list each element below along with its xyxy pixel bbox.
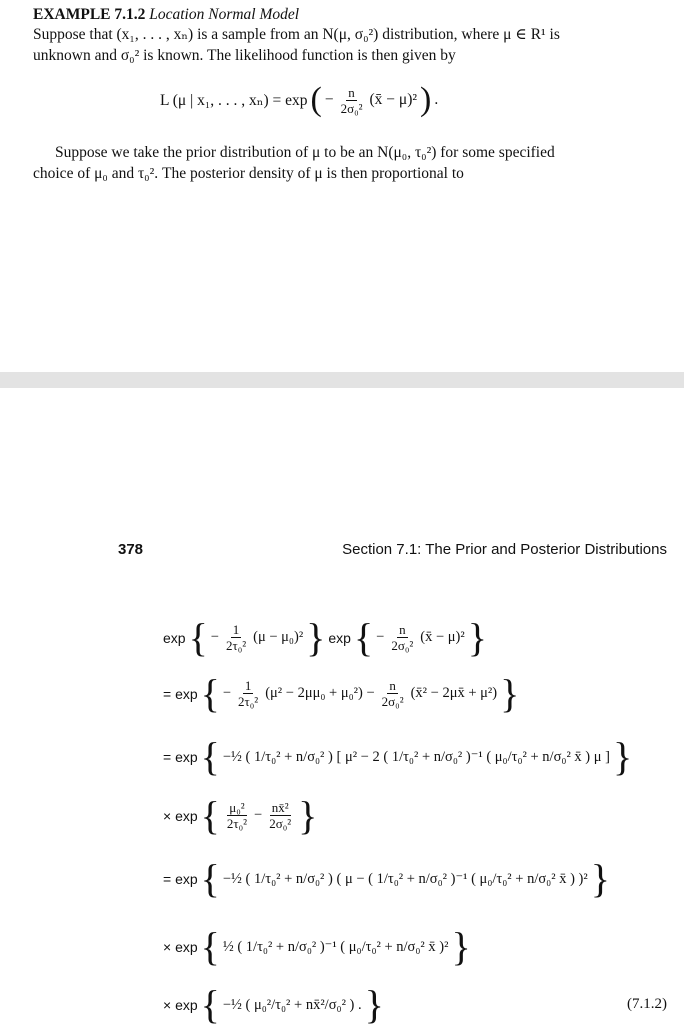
fraction: $\frac{1}{\text{2τ₀²}}$ xyxy=(225,622,247,653)
term: −½ ( 1/τ₀² + n/σ₀² ) ( μ − ( 1/τ₀² + n/σ₀² )⁻¹ ( μ₀/τ₀² + n/σ₀² x̄ ) )² xyxy=(222,870,588,887)
term: −½ ( μ₀²/τ₀² + nx̄²/σ₀² ) . xyxy=(222,996,362,1013)
para2-line1: Suppose we take the prior distribution of μ to be an N(μ₀, τ₀²) for some specified xyxy=(55,144,555,161)
example-text-line2: unknown and σ₀² is known. The likelihood function is then given by xyxy=(33,47,456,64)
term: −½ ( 1/τ₀² + n/σ₀² ) [ μ² − 2 ( 1/τ₀² + n/σ₀² )⁻¹ ( μ₀/τ₀² + n/σ₀² x̄ ) μ ] xyxy=(222,748,610,765)
likelihood-fraction xyxy=(339,85,365,116)
fraction: $\frac{\text{nx̄²}}{\text{2σ₀²}}$ xyxy=(269,800,292,831)
term: (μ − μ₀)² xyxy=(253,629,304,645)
equation-line-2: = exp { − $\frac{1}{\text{2τ₀²}}$ (μ² − 2μμ₀ + μ₀²) − $\frac{n}{\text{2σ₀²}}$ (x̄² − 2μx̄ + μ²) } xyxy=(163,670,520,716)
exp-label: exp xyxy=(328,629,351,646)
operator: = exp xyxy=(163,749,198,765)
para2-line2: choice of μ₀ and τ₀². The posterior density of μ is then proportional to xyxy=(33,165,464,182)
fraction: $\frac{n}{\text{2σ₀²}}$ xyxy=(391,622,414,653)
likelihood-den: 2σ₀² xyxy=(340,100,363,116)
example-heading xyxy=(33,4,633,25)
likelihood-num: n xyxy=(348,84,355,100)
exp-label: exp xyxy=(163,629,186,646)
equation-line-5: = exp { −½ ( 1/τ₀² + n/σ₀² ) ( μ − ( 1/τ₀² + n/σ₀² )⁻¹ ( μ₀/τ₀² + n/σ₀² x̄ ) )² } xyxy=(163,856,610,901)
operator: = exp xyxy=(163,871,198,887)
likelihood-lhs: L (μ | x₁, . . . , xₙ) = exp xyxy=(160,91,308,109)
equation-line-3: = exp { −½ ( 1/τ₀² + n/σ₀² ) [ μ² − 2 ( 1/τ₀² + n/σ₀² )⁻¹ ( μ₀/τ₀² + n/σ₀² x̄ ) μ ] } xyxy=(163,734,633,779)
equation-line-4: × exp { $\frac{\text{μ₀²}}{\text{2τ₀²}}$ − $\frac{\text{nx̄²}}{\text{2σ₀²}}$ } xyxy=(163,792,318,838)
likelihood-tail: (x̄ − μ)² xyxy=(369,91,418,108)
fraction: $\frac{1}{\text{2τ₀²}}$ xyxy=(238,678,259,709)
equation-number: (7.1.2) xyxy=(627,996,667,1012)
page-separator xyxy=(0,372,684,388)
operator: × exp xyxy=(163,939,198,955)
page-number: 378 xyxy=(118,541,144,558)
equation-line-7: × exp { −½ ( μ₀²/τ₀² + nx̄²/σ₀² ) . } xyxy=(163,982,384,1027)
operator: × exp xyxy=(163,997,198,1013)
equation-line-1: exp { − $\frac{1}{\text{2τ₀²}}$ (μ − μ₀)² } exp { − $\frac{n}{\text{2σ₀²}}$ (x̄ − μ)² } xyxy=(163,614,487,660)
fraction: $\frac{\text{μ₀²}}{\text{2τ₀²}}$ xyxy=(226,800,247,831)
example-label: EXAMPLE 7.1.2 xyxy=(33,6,146,23)
section-title: Section 7.1: The Prior and Posterior Distributions xyxy=(342,541,667,558)
fraction: $\frac{n}{\text{2σ₀²}}$ xyxy=(381,678,404,709)
paren-open: ( xyxy=(310,81,322,118)
equation-line-6: × exp { ½ ( 1/τ₀² + n/σ₀² )⁻¹ ( μ₀/τ₀² + n/σ₀² x̄ )² } xyxy=(163,924,471,969)
term: (x̄² − 2μx̄ + μ²) xyxy=(410,685,498,701)
operator: × exp xyxy=(163,807,198,824)
likelihood-equation: L (μ | x₁, . . . , xₙ) = exp ( − $\frac{n}{\text{2σ₀²}}$ (x̄ − μ)² ) . xyxy=(160,81,439,118)
operator: = exp xyxy=(163,685,198,702)
example-title: Location Normal Model xyxy=(149,6,300,23)
paren-close: ) xyxy=(420,81,432,118)
term: ½ ( 1/τ₀² + n/σ₀² )⁻¹ ( μ₀/τ₀² + n/σ₀² x̄ )² xyxy=(222,938,449,955)
example-text-line1: Suppose that (x₁, . . . , xₙ) is a sample from an N(μ, σ₀²) distribution, where μ ∈ R¹ is xyxy=(33,26,560,43)
term: (x̄ − μ)² xyxy=(420,629,465,645)
term: (μ² − 2μμ₀ + μ₀²) − xyxy=(265,685,375,701)
